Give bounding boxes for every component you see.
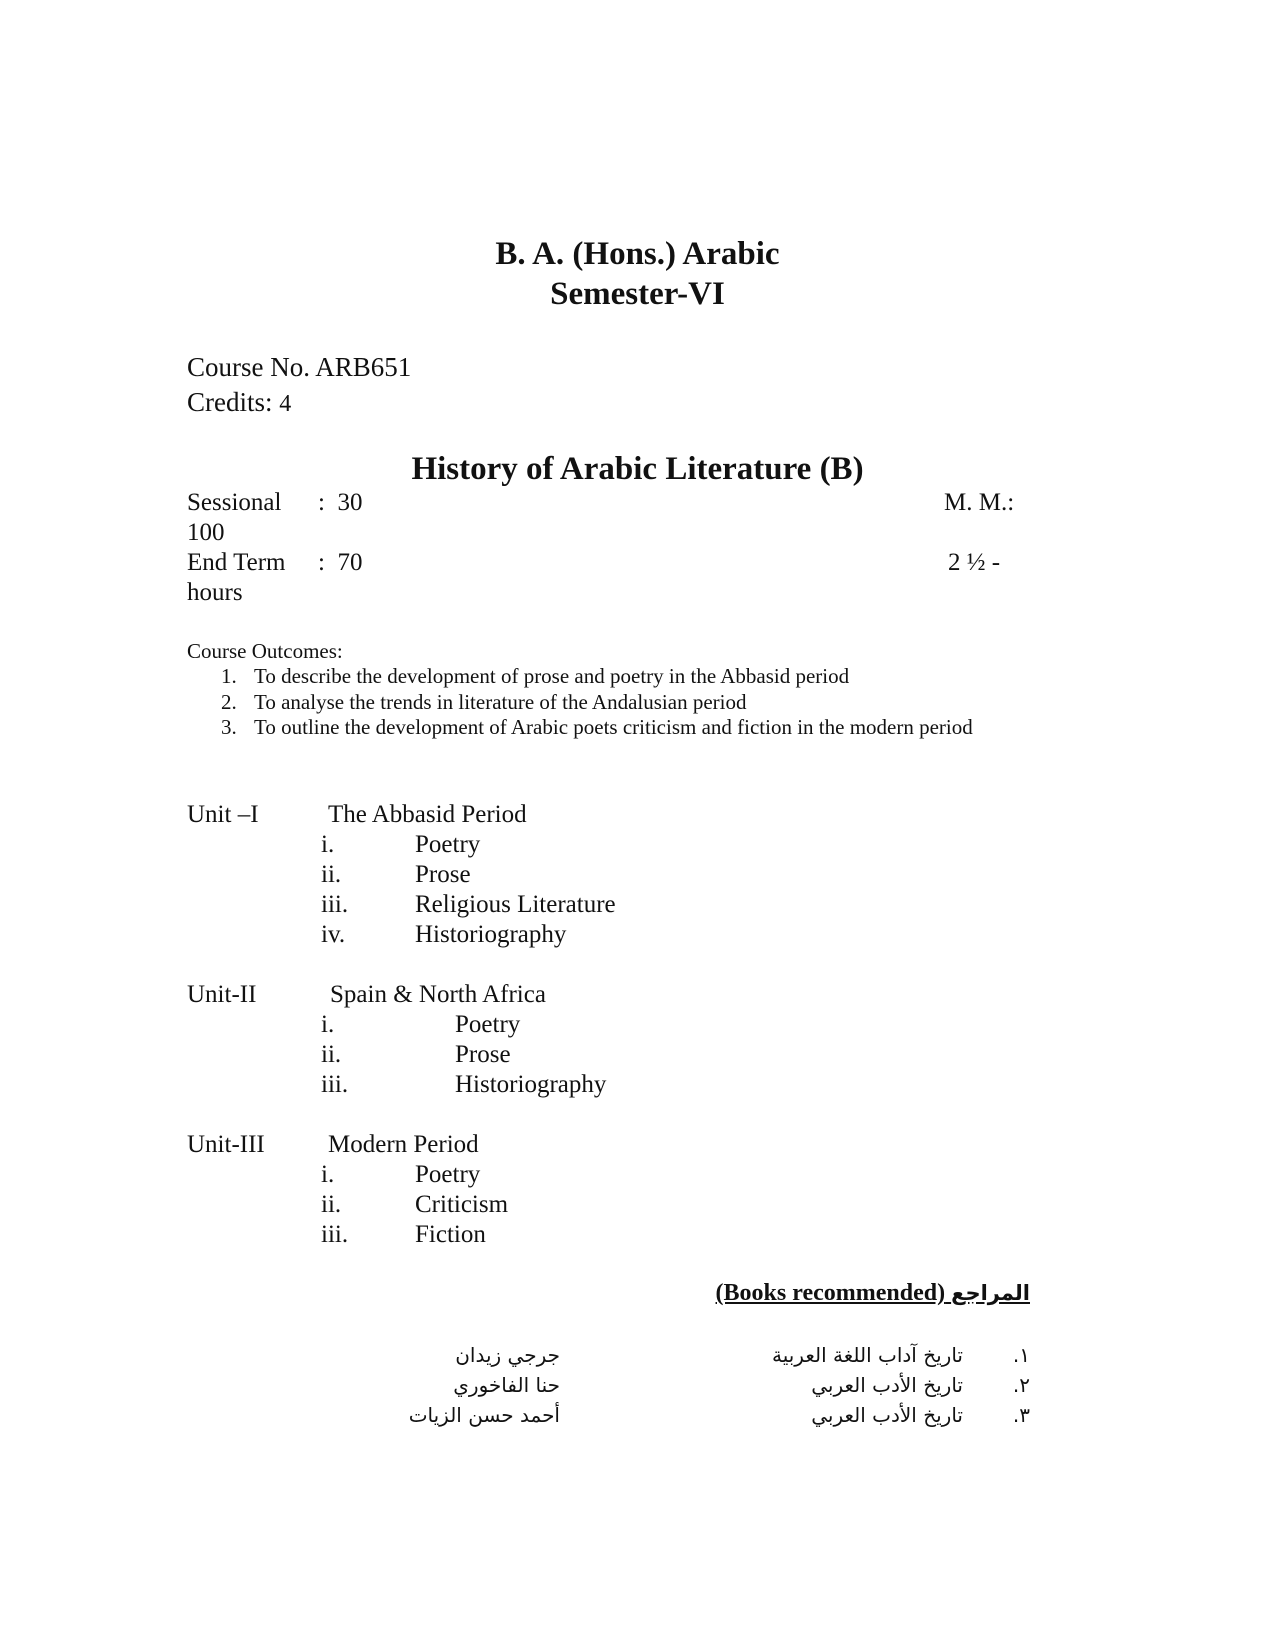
course-number: Course No. ARB651: [187, 352, 412, 382]
credits: [187, 387, 291, 418]
book-title: تاريخ آداب اللغة العربية: [771, 1343, 963, 1367]
topic-number: iii.: [321, 1221, 349, 1248]
book-author: حنا الفاخوري: [453, 1373, 560, 1397]
outcome-text: To outline the development of Arabic poets criticism and fiction in the modern period: [254, 715, 973, 739]
book-number: ٢.: [1012, 1373, 1030, 1397]
outcome-number: 2.: [221, 690, 237, 714]
topic-text: Poetry: [455, 1011, 521, 1038]
topic-number: ii.: [321, 861, 342, 888]
max-marks-label: M. M.:: [944, 489, 1015, 516]
unit-title: Modern Period: [328, 1131, 479, 1158]
topic-text: Historiography: [415, 921, 567, 948]
unit-label: Unit-II: [187, 981, 257, 1008]
topic-number: i.: [321, 1011, 335, 1038]
course-title: History of Arabic Literature (B): [411, 451, 864, 487]
credits-label: Credits:: [187, 387, 273, 417]
topic-number: ii.: [321, 1191, 342, 1218]
books-heading-ar: المراجع: [951, 1281, 1030, 1305]
topic-text: Historiography: [455, 1071, 607, 1098]
topic-number: iii.: [321, 891, 349, 918]
topic-text: Prose: [415, 861, 471, 888]
duration-value: 2 ½ -: [948, 549, 1001, 576]
books-heading: [716, 1280, 1030, 1307]
credits-value: 4: [279, 391, 292, 417]
outcome-text: To analyse the trends in literature of the Andalusian period: [254, 690, 747, 714]
topic-text: Poetry: [415, 831, 481, 858]
max-marks-value: 100: [187, 519, 225, 546]
book-author: جرجي زيدان: [455, 1343, 560, 1367]
topic-text: Religious Literature: [415, 891, 616, 918]
end-term-label: End Term: [187, 549, 286, 576]
degree-title: B. A. (Hons.) Arabic: [495, 236, 780, 272]
book-number: ٣.: [1012, 1403, 1030, 1427]
topic-text: Fiction: [415, 1221, 486, 1248]
topic-text: Criticism: [415, 1191, 509, 1218]
end-term-value: : 70: [318, 549, 363, 576]
outcome-number: 1.: [221, 664, 237, 688]
duration-unit: hours: [187, 579, 243, 606]
book-title: تاريخ الأدب العربي: [811, 1373, 963, 1397]
topic-number: iii.: [321, 1071, 349, 1098]
topic-text: Prose: [455, 1041, 511, 1068]
book-title: تاريخ الأدب العربي: [811, 1403, 963, 1427]
topic-number: i.: [321, 1161, 335, 1188]
unit-title: The Abbasid Period: [328, 801, 527, 828]
topic-text: Poetry: [415, 1161, 481, 1188]
unit-label: Unit-III: [187, 1131, 265, 1158]
books-heading-en: (Books recommended): [715, 1280, 946, 1306]
book-number: ١.: [1012, 1343, 1030, 1367]
topic-number: i.: [321, 831, 335, 858]
outcome-number: 3.: [221, 715, 237, 739]
semester-title: Semester-VI: [550, 276, 725, 312]
topic-number: ii.: [321, 1041, 342, 1068]
sessional-value: : 30: [318, 489, 363, 516]
topic-number: iv.: [321, 921, 346, 948]
sessional-label: Sessional: [187, 489, 282, 516]
outcomes-heading: Course Outcomes:: [187, 639, 343, 663]
unit-label: Unit –I: [187, 801, 259, 828]
unit-title: Spain & North Africa: [330, 981, 546, 1008]
outcome-text: To describe the development of prose and poetry in the Abbasid period: [254, 664, 850, 688]
book-author: أحمد حسن الزيات: [408, 1403, 560, 1427]
